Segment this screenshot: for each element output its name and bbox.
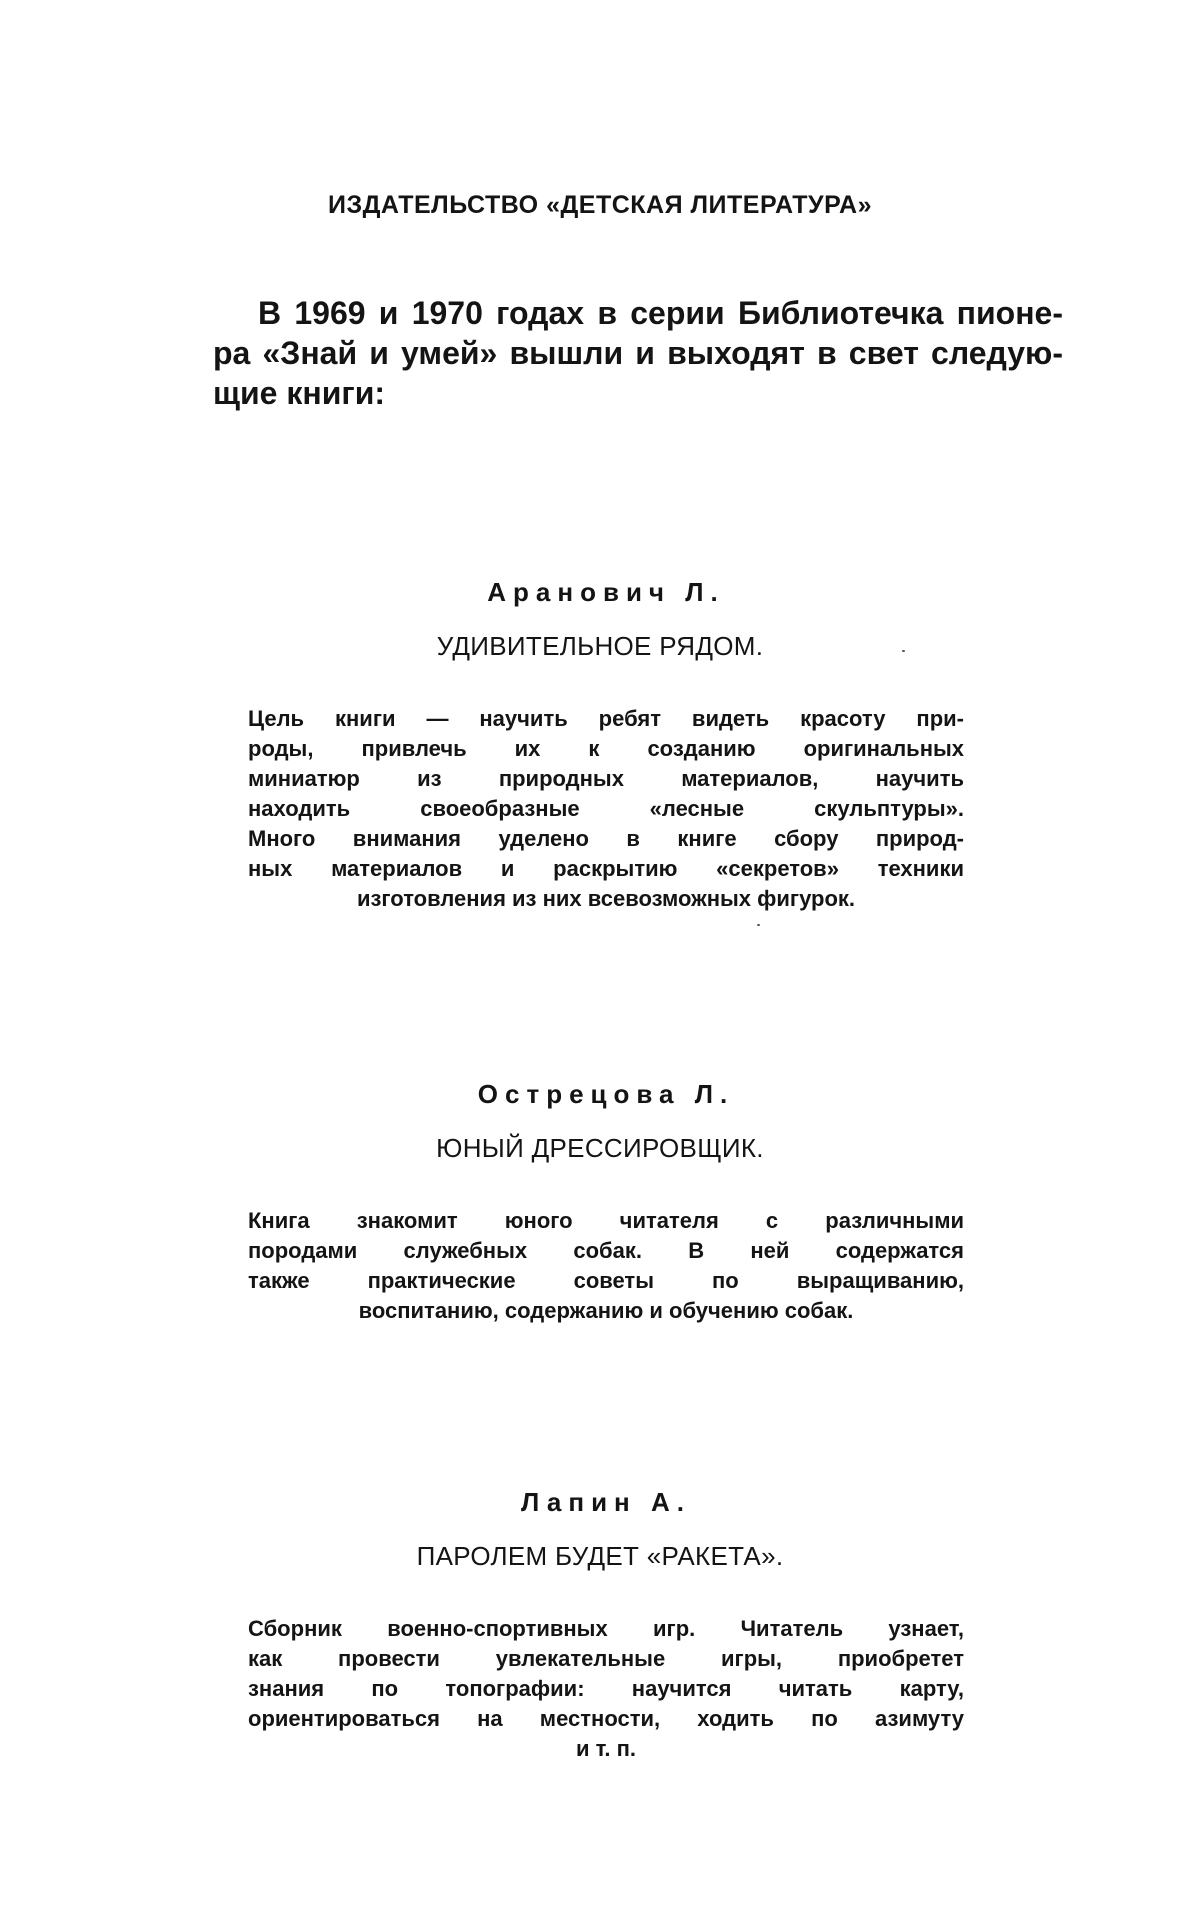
book-entry	[0, 576, 1200, 914]
intro-paragraph	[213, 293, 1063, 413]
description-line: роды, привлечь их к созданию оригинальных	[248, 736, 964, 761]
description-line: находить своеобразные «лесные скульптуры».	[248, 796, 964, 821]
book-author: Лапин А.	[521, 1487, 691, 1517]
description-line: породами служебных собак. В ней содержатся	[248, 1238, 964, 1263]
description-line: и т. п.	[575, 1736, 637, 1761]
description-line: воспитанию, содержанию и обучению собак.	[358, 1298, 854, 1323]
description-line: ных материалов и раскрытию «секретов» техники	[248, 856, 964, 881]
publisher-heading: ИЗДАТЕЛЬСТВО «ДЕТСКАЯ ЛИТЕРАТУРА»	[327, 191, 873, 219]
book-title: ПАРОЛЕМ БУДЕТ «РАКЕТА».	[416, 1541, 784, 1571]
intro-line: ра «Знай и умей» вышли и выходят в свет следую-	[213, 335, 1063, 371]
print-speck	[757, 924, 760, 926]
description-line: миниатюр из природных материалов, научить	[248, 766, 964, 791]
book-description	[248, 1614, 964, 1764]
book-author: Острецова Л.	[477, 1079, 735, 1109]
description-line: также практические советы по выращиванию,	[248, 1268, 964, 1293]
description-line: знания по топографии: научится читать карту,	[248, 1676, 964, 1701]
book-description	[248, 1206, 964, 1326]
book-title: ЮНЫЙ ДРЕССИРОВЩИК.	[436, 1133, 764, 1163]
description-line: Много внимания уделено в книге сбору природ-	[248, 826, 964, 851]
book-author: Аранович Л.	[487, 577, 725, 607]
description-line: Сборник военно-спортивных игр. Читатель узнает,	[248, 1616, 964, 1641]
print-speck	[902, 650, 905, 652]
description-line: как провести увлекательные игры, приобретет	[248, 1646, 964, 1671]
book-title: УДИВИТЕЛЬНОЕ РЯДОМ.	[436, 631, 764, 661]
description-line: ориентироваться на местности, ходить по азимуту	[248, 1706, 964, 1731]
book-entry	[0, 1486, 1200, 1764]
description-line: изготовления из них всевозможных фигурок.	[356, 886, 856, 911]
intro-line: В 1969 и 1970 годах в серии Библиотечка пионе-	[258, 295, 1063, 331]
intro-line: щие книги:	[213, 375, 386, 411]
description-line: Книга знакомит юного читателя с различными	[248, 1208, 964, 1233]
book-entry	[0, 1078, 1200, 1326]
book-description	[248, 704, 964, 914]
description-line: Цель книги — научить ребят видеть красоту при-	[248, 706, 964, 731]
